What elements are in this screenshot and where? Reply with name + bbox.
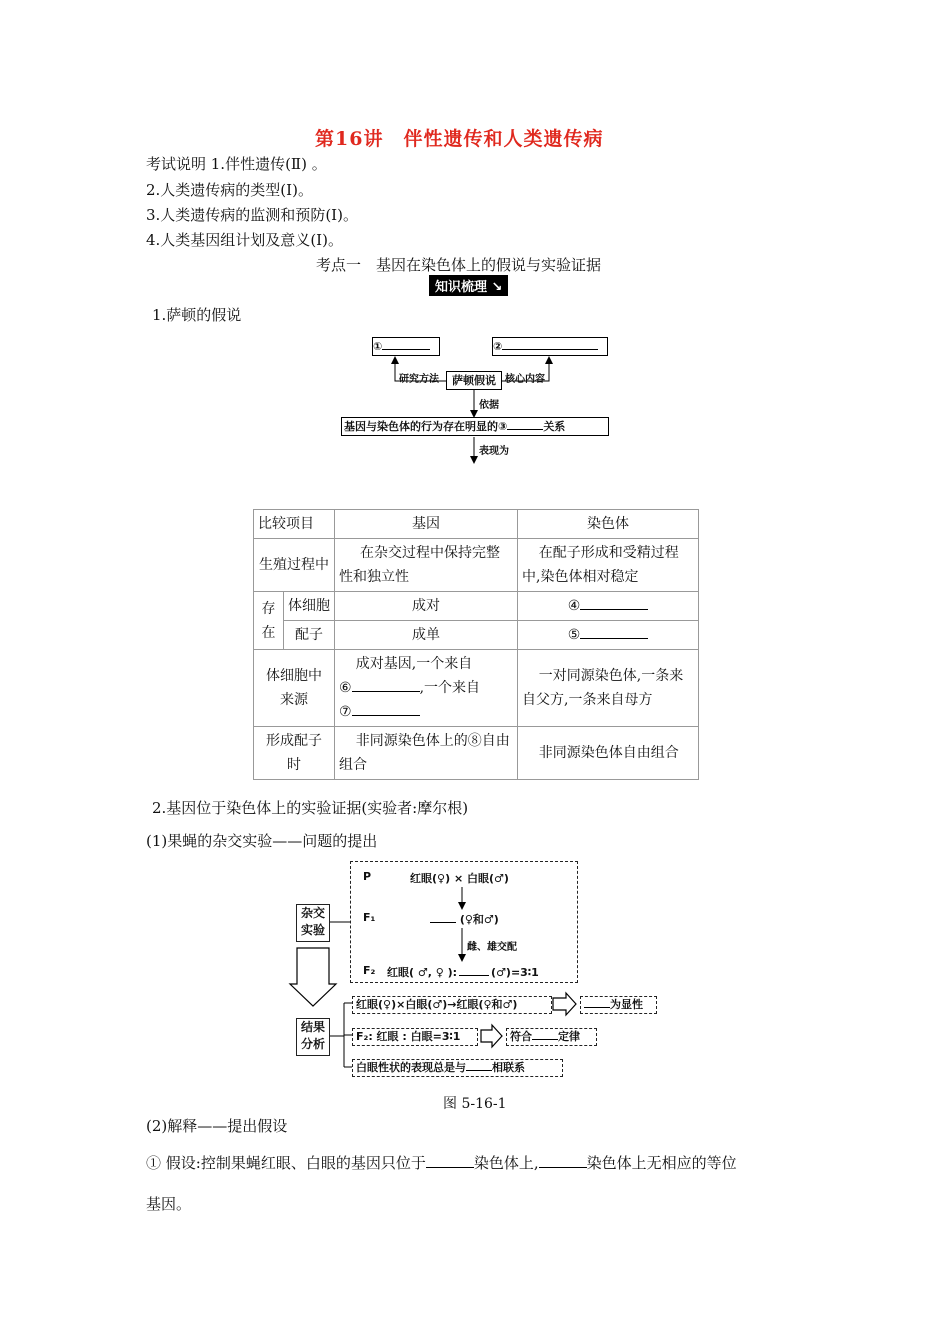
relation-suffix: 关系 (543, 420, 566, 433)
blank-4-label: ④ (567, 598, 581, 614)
blank-6-label: ⑥ (339, 680, 352, 696)
table-cell: 生殖过程中 (254, 539, 335, 592)
section-heading: 考点一 基因在染色体上的假说与实验证据 (316, 256, 602, 274)
f1-label: F₁ (363, 911, 376, 924)
box2-label: ② (493, 340, 503, 353)
table-cell: 成单 (335, 621, 518, 650)
sex-link-pre: 白眼性状的表现总是与 (356, 1061, 466, 1074)
figure-caption: 图 5-16-1 (443, 1096, 507, 1112)
table-cell: 非同源染色体自由组合 (518, 727, 699, 780)
analysis-row-1: 红眼(♀)×白眼(♂)→红眼(♀和♂) (352, 996, 552, 1014)
r4b-mid: ,一个来自 (419, 680, 481, 696)
f2-ratio: (♂)=3∶1 (491, 966, 539, 979)
table-cell: 非同源染色体上的⑧自由组合 (335, 727, 518, 780)
exam-line-1: 考试说明 1.伴性遗传(Ⅱ) 。 (146, 155, 327, 173)
law-post: 定律 (558, 1030, 580, 1043)
analysis-result-1 (580, 996, 657, 1014)
relation-text: 基因与染色体的行为存在明显的③ (344, 420, 508, 433)
table-header: 基因 (335, 510, 518, 539)
badge-label: 知识梳理 (435, 280, 488, 295)
shows-label: 表现为 (479, 446, 509, 457)
table-header: 染色体 (518, 510, 699, 539)
f2-text (387, 964, 539, 980)
hypothesis-line (146, 1152, 737, 1173)
f2-red: 红眼( ♂, ♀ ): (387, 966, 458, 979)
hyp-part2: 染色体上, (473, 1154, 539, 1172)
dominant-label: 为显性 (610, 998, 643, 1011)
cross-label-box: 杂交实验 (296, 904, 330, 942)
p-label: P (363, 870, 372, 883)
table-cell: 形成配子时 (254, 727, 335, 780)
method-label: 研究方法 (399, 374, 439, 385)
blank-5-label: ⑤ (567, 627, 581, 643)
blank-7-label: ⑦ (339, 704, 352, 720)
arrow-corner-icon: ↘ (491, 280, 503, 295)
analysis-result-2 (506, 1028, 597, 1046)
sex-link-post: 相联系 (492, 1061, 525, 1074)
table-cell: 在杂交过程中保持完整性和独立性 (335, 539, 518, 592)
exam-line-4: 4.人类基因组计划及意义(Ⅰ)。 (146, 231, 343, 249)
mate-label: 雌、雄交配 (467, 942, 517, 953)
f1-sex: (♀和♂) (459, 913, 499, 926)
sutton-center-box: 萨顿假说 (446, 371, 502, 390)
basis-label: 依据 (479, 400, 499, 411)
table-cell: 成对 (335, 592, 518, 621)
table-cell: 在配子形成和受精过程中,染色体相对稳定 (518, 539, 699, 592)
table-cell: 一对同源染色体,一条来自父方,一条来自母方 (518, 650, 699, 727)
section2-heading: 2.基因位于染色体上的实验证据(实验者:摩尔根) (152, 799, 469, 817)
r4b-line1: 成对基因,一个来自 (355, 656, 473, 672)
table-cell: 体细胞中来源 (254, 650, 335, 727)
analysis-label-box: 结果分析 (296, 1018, 330, 1056)
exam-line-3: 3.人类遗传病的监测和预防(Ⅰ)。 (146, 206, 358, 224)
hyp-part3: 染色体上无相应的等位 (586, 1154, 737, 1172)
table-header: 比较项目 (254, 510, 335, 539)
analysis-row-2: F₂: 红眼 : 白眼=3∶1 (352, 1028, 478, 1046)
sutton-heading: 1.萨顿的假说 (152, 306, 242, 324)
core-label: 核心内容 (505, 374, 545, 385)
sub2-heading: (2)解释——提出假设 (146, 1117, 288, 1135)
table-cell: 存在 (254, 592, 284, 650)
p-cross-text: 红眼(♀) × 白眼(♂) (410, 872, 509, 885)
exam-line-2: 2.人类遗传病的类型(Ⅰ)。 (146, 181, 313, 199)
sub1-heading: (1)果蝇的杂交实验——问题的提出 (146, 832, 378, 850)
table-cell: 配子 (284, 621, 335, 650)
analysis-row-3 (352, 1059, 563, 1077)
table-cell: 体细胞 (284, 592, 335, 621)
hypothesis-line-2: 基因。 (146, 1195, 192, 1213)
f1-text (430, 911, 499, 927)
law-pre: 符合 (510, 1030, 532, 1043)
page-title: 第16讲 伴性遗传和人类遗传病 (315, 128, 604, 150)
box1-label: ① (373, 340, 383, 353)
hyp-part1: ① 假设:控制果蝇红眼、白眼的基因只位于 (146, 1154, 426, 1172)
f2-label: F₂ (363, 964, 376, 977)
